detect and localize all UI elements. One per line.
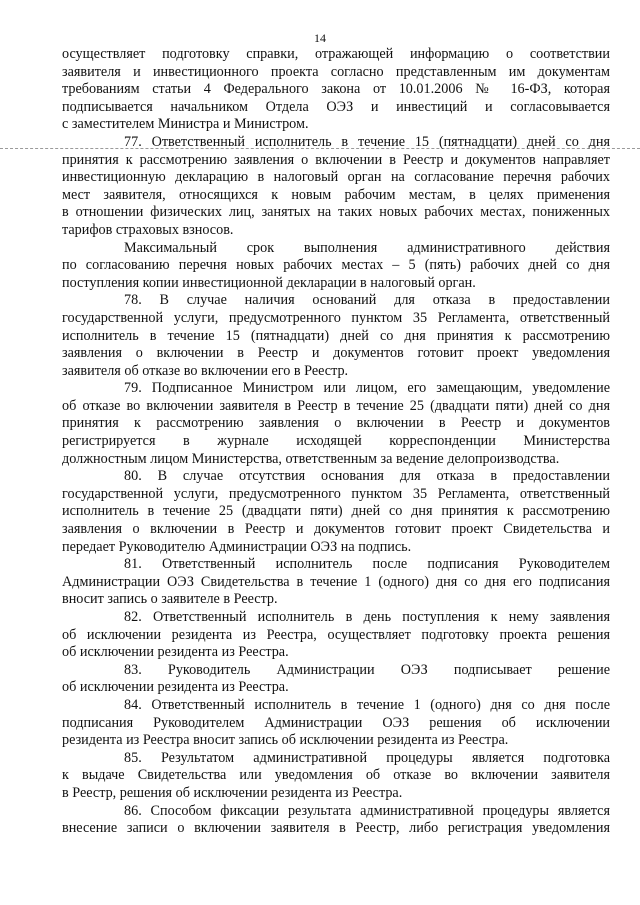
text-line: государственной услуги, предусмотренного пунктом 35 Регламента, ответственный bbox=[62, 309, 610, 326]
text-line: 80. В случае отсутствия основания для отказа в предоставлении bbox=[124, 468, 610, 485]
text-line: требованиям статьи 4 Федерального закона от 10.01.2006 № 16-ФЗ, которая bbox=[62, 81, 610, 98]
text-line: тарифов страховых взносов. bbox=[62, 221, 234, 238]
text-line: к выдаче Свидетельства или уведомления об отказе во включении заявителя bbox=[62, 767, 610, 784]
text-line: поступления копии инвестиционной декларации в налоговый орган. bbox=[62, 274, 476, 291]
text-line: вносит запись о заявителе в Реестр. bbox=[62, 591, 278, 608]
text-line: об исключении резидента из Реестра. bbox=[62, 644, 289, 661]
text-line: подписывается начальником Отдела ОЭЗ и инвестиций и согласовывается bbox=[62, 98, 610, 115]
document-body bbox=[62, 46, 610, 838]
text-line: 79. Подписанное Министром или лицом, его замещающим, уведомление bbox=[124, 380, 610, 397]
text-line: с заместителем Министра и Министром. bbox=[62, 116, 309, 133]
text-line: 78. В случае наличия оснований для отказа в предоставлении bbox=[124, 292, 610, 309]
text-line: заявления о включении в Реестр и документов готовит проект уведомления bbox=[62, 345, 610, 362]
text-line: инвестиционную декларацию в налоговый орган на согласование перечня рабочих bbox=[62, 169, 610, 186]
text-line: осуществляет подготовку справки, отражающей информацию о соответствии bbox=[62, 46, 610, 62]
text-line: принятия к рассмотрению заявления о включении в Реестр и документов bbox=[62, 415, 610, 432]
text-line: Администрации ОЭЗ Свидетельства в течение 1 (одного) дня со дня его подписания bbox=[62, 573, 610, 590]
text-line: Максимальный срок выполнения административного действия bbox=[124, 239, 610, 256]
text-line: 82. Ответственный исполнитель в день поступления к нему заявления bbox=[124, 609, 610, 625]
text-line: 86. Способом фиксации результата административной процедуры является bbox=[124, 802, 610, 819]
text-line: об отказе во включении заявителя в Реестр в течение 25 (двадцати пяти) дней со дня bbox=[62, 397, 610, 414]
text-line: внесение записи о включении заявителя в Реестр, либо регистрация уведомления bbox=[62, 820, 610, 837]
text-line: исполнитель в течение 25 (двадцати пяти) дней со дня принятия к рассмотрению bbox=[62, 503, 610, 520]
text-line: регистрируется в журнале исходящей корреспонденции Министерства bbox=[62, 433, 610, 450]
text-line: исполнитель в течение 15 (пятнадцати) дней со дня принятия к рассмотрению bbox=[62, 327, 610, 344]
page-number: 14 bbox=[314, 31, 326, 45]
text-line: по согласованию перечня новых рабочих местах – 5 (пять) рабочих дней со дня bbox=[62, 257, 610, 274]
text-line: заявления о включении в Реестр и документов готовит проект Свидетельства и bbox=[62, 521, 610, 538]
text-line: в Реестр, решения об исключении резидента из Реестра. bbox=[62, 784, 403, 801]
text-line: 83. Руководитель Администрации ОЭЗ подписывает решение bbox=[124, 661, 610, 678]
text-line: 81. Ответственный исполнитель после подписания Руководителем bbox=[124, 556, 610, 573]
text-line: об исключении резидента из Реестра, осуществляет подготовку проекта решения bbox=[62, 626, 610, 643]
text-line: подписания Руководителем Администрации ОЭЗ решения об исключении bbox=[62, 714, 610, 731]
text-line: 77. Ответственный исполнитель в течение 15 (пятнадцати) дней со дня bbox=[124, 133, 610, 150]
text-line: 84. Ответственный исполнитель в течение 1 (одного) дня со дня после bbox=[124, 696, 610, 713]
text-line: мест заявителя, относящихся к новым рабочим местам, в целях применения bbox=[62, 186, 610, 203]
text-line: резидента из Реестра вносит запись об исключении резидента из Реестра. bbox=[62, 732, 509, 749]
text-line: должностным лицом Министерства, ответственным за ведение делопроизводства. bbox=[62, 450, 560, 467]
text-line: об исключении резидента из Реестра. bbox=[62, 679, 289, 696]
text-line: государственной услуги, предусмотренного пунктом 35 Регламента, ответственный bbox=[62, 485, 610, 502]
text-line: в отношении физических лиц, занятых на таких новых рабочих местах, пониженных bbox=[62, 204, 610, 221]
text-line: заявителя об отказе во включении его в Реестр. bbox=[62, 362, 349, 379]
text-line: 85. Результатом административной процедуры является подготовка bbox=[124, 749, 610, 766]
text-line: передает Руководителю Администрации ОЭЗ на подпись. bbox=[62, 538, 412, 555]
text-line: заявителя и инвестиционного проекта согласно представленным им документам bbox=[62, 63, 610, 80]
text-line: принятия к рассмотрению заявления о включении в Реестр и документов направляет bbox=[62, 151, 610, 168]
